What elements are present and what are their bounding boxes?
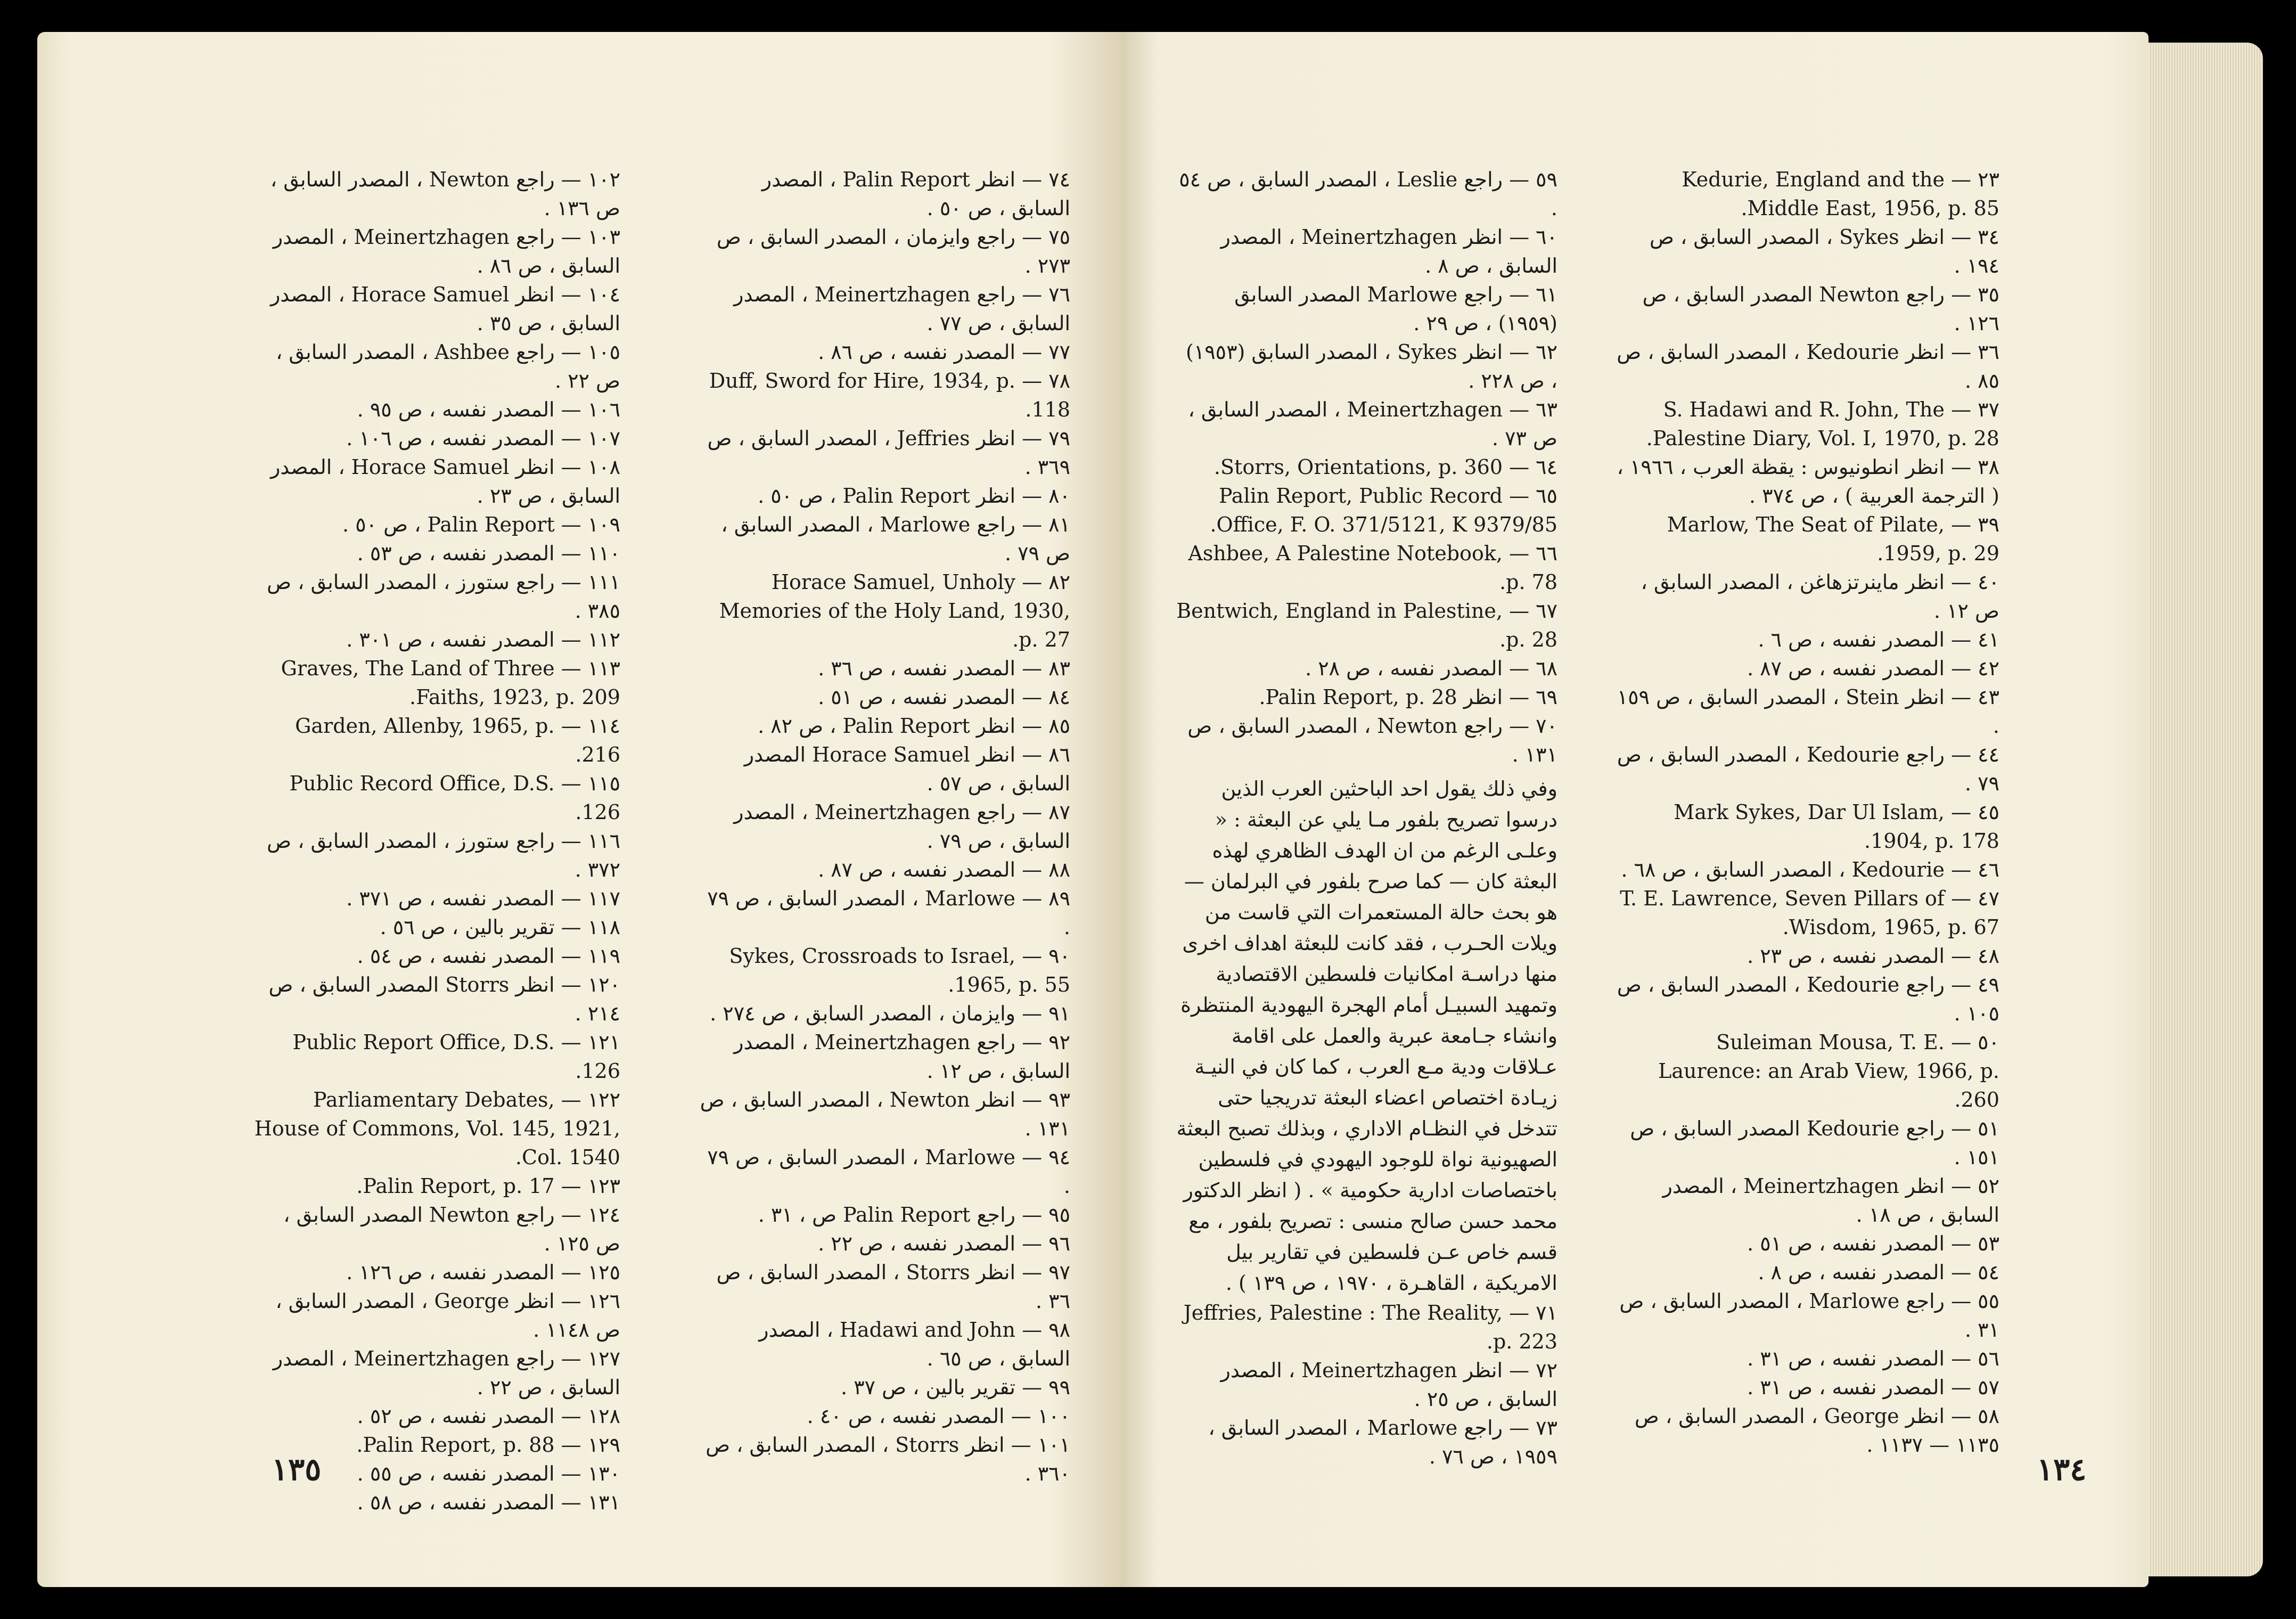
footnote-entry: ١٢٤ — راجع Newton المصدر السابق ، ص ١٢٥ .: [283, 1203, 620, 1255]
footnote-entry: ٩٨ — Hadawi and John ، المصدر السابق ، ص ٦٥ .: [759, 1318, 1070, 1370]
footnote-entry: ٥٠ — Suleiman Mousa, T. E. Laurence: an Arab View, 1966, p. 260.: [1658, 1031, 1999, 1111]
footnote-entry: ٨٨ — المصدر نفسه ، ص ٨٧ .: [818, 858, 1070, 881]
footnote-entry: ٥٧ — المصدر نفسه ، ص ٣١ .: [1747, 1376, 1999, 1399]
footnote-entry: ١٠٣ — راجع Meinertzhagen ، المصدر السابق ، ص ٨٦ .: [273, 225, 620, 277]
footnote-entry: ٩٦ — المصدر نفسه ، ص ٢٢ .: [818, 1232, 1070, 1255]
right-page-column-notes-59-73: [1174, 165, 1557, 1471]
footnote-entry: ٤١ — المصدر نفسه ، ص ٦ .: [1758, 628, 1999, 651]
footnote-entry: ٧٩ — انظر Jeffries ، المصدر السابق ، ص ٣٦٩ .: [707, 427, 1070, 479]
open-book: [32, 32, 2268, 1608]
page-edges: [2149, 43, 2263, 1576]
footnote-entry: ١٠١ — انظر Storrs ، المصدر السابق ، ص ٣٦٠ .: [706, 1433, 1070, 1485]
footnote-entry: ٧٠ — راجع Newton ، المصدر السابق ، ص ١٣١ .: [1187, 714, 1557, 766]
footnote-entry: ٥٣ — المصدر نفسه ، ص ٥١ .: [1747, 1232, 1999, 1255]
page-number: ١٣٥: [272, 1451, 322, 1487]
footnote-entry: ٩٧ — انظر Storrs ، المصدر السابق ، ص ٣٦ .: [716, 1261, 1070, 1313]
footnote-entry: ١٠٠ — المصدر نفسه ، ص ٤٠ .: [807, 1404, 1070, 1428]
footnote-entry: ١٠٤ — انظر Horace Samuel ، المصدر السابق ، ص ٣٥ .: [270, 283, 620, 335]
footnote-entry: ١١٥ — Public Record Office, D.S. 126.: [289, 772, 620, 824]
footnote-entry: ٧١ — Jeffries, Palestine : The Reality, p. 223.: [1183, 1301, 1557, 1353]
footnote-entry: ١٠٩ — Palin Report ، ص ٥٠ .: [342, 513, 620, 536]
footnote-entry: ٧٢ — انظر Meinertzhagen ، المصدر السابق ، ص ٢٥ .: [1220, 1359, 1557, 1411]
footnote-entry: ٣٩ — Marlow, The Seat of Pilate, 1959, p. 29.: [1667, 513, 1999, 565]
footnote-entry: ٧٨ — Duff, Sword for Hire, 1934, p. 118.: [709, 369, 1070, 421]
footnote-entry: ٥٨ — انظر George ، المصدر السابق ، ص ١١٣٥ — ١١٣٧ .: [1634, 1404, 1999, 1457]
footnote-entry: ٨٠ — انظر Palin Report ، ص ٥٠ .: [758, 484, 1070, 508]
footnote-entry: ١١٧ — المصدر نفسه ، ص ٣٧١ .: [346, 887, 620, 910]
footnote-entry: ٤٢ — المصدر نفسه ، ص ٨٧ .: [1747, 657, 1999, 680]
footnote-entry: ٤٠ — انظر ماينرتزهاغن ، المصدر السابق ، ص ١٢ .: [1641, 570, 1999, 623]
footnote-entry: ٥٦ — المصدر نفسه ، ص ٣١ .: [1747, 1347, 1999, 1370]
footnote-entry: ١١٦ — راجع ستورز ، المصدر السابق ، ص ٣٧٢ .: [267, 829, 620, 881]
footnote-entry: ١٢٥ — المصدر نفسه ، ص ١٢٦ .: [346, 1261, 620, 1284]
footnote-entry: ٣٨ — انظر انطونيوس : يقظة العرب ، ١٩٦٦ ، ( الترجمة العربية ) ، ص ٣٧٤ .: [1617, 455, 1999, 508]
footnote-entry: ٥٤ — المصدر نفسه ، ص ٨ .: [1758, 1261, 1999, 1284]
footnote-entry: ٩١ — وايزمان ، المصدر السابق ، ص ٢٧٤ .: [710, 1002, 1070, 1025]
footnote-entry: ٣٥ — راجع Newton المصدر السابق ، ص ١٢٦ .: [1642, 283, 1999, 335]
footnote-entry: ٤٧ — T. E. Lawrence, Seven Pillars of Wisdom, 1965, p. 67.: [1620, 887, 1999, 939]
footnote-entry: ١١٣ — Graves, The Land of Three Faiths, 1923, p. 209.: [281, 657, 620, 709]
right-page: [1121, 32, 2149, 1587]
footnote-entry: ١٣١ — المصدر نفسه ، ص ٥٨ .: [357, 1491, 620, 1514]
footnote-entry: ١٢٠ — انظر Storrs المصدر السابق ، ص ٢١٤ .: [268, 973, 620, 1025]
footnote-entry: ١٢٢ — Parliamentary Debates, House of Commons, Vol. 145, 1921, Col. 1540.: [254, 1088, 620, 1169]
footnote-entry: ١١٩ — المصدر نفسه ، ص ٥٤ .: [357, 944, 620, 968]
footnote-entry: ٢٣ — Kedurie, England and the Middle East, 1956, p. 85.: [1682, 168, 1999, 220]
footnote-entry: ١٢٣ — Palin Report, p. 17.: [356, 1174, 620, 1198]
quoted-paragraph: وفي ذلك يقول احد الباحثين العرب الذين درسوا تصريح بلفور مـا يلي عن البعثة : « وعلـى الرغم من ان الهدف الظاهري لهذه البعثة كان — كما صرح بلفور في البرلمان — هو بحث حالة المستعمرات التي قاست من ويلات الحـرب ، فقد كانت للبعثة اهداف اخرى منها دراسـة امكانيات فلسطين الاقتصادية وتمهيد السبيـل أمام الهجرة اليهودية المنتظرة وانشاء جـامعة عبرية والعمل على اقامة عـلاقات ودية مـع العرب ، كما كان في النيـة زيـادة اختصاص اعضاء البعثة تدريجيا حتى تتدخل في النظـام الاداري ، وبذلك تصبح البعثة الصهيونية نواة للوجود اليهودي في فلسطين باختصاصات ادارية حكومية » . ( انظر الدكتور محمد حسن صالح منسى : تصريح بلفور ، مع قسم خاص عـن فلسطين في تقارير بيل الامريكية ، القاهـرة ، ١٩٧٠ ، ص ١٣٩ ) .: [1176, 777, 1557, 1295]
left-page-column-notes-102-131: [253, 165, 620, 1517]
footnote-entry: ٨٢ — Horace Samuel, Unholy Memories of the Holy Land, 1930, p. 27.: [719, 570, 1070, 651]
footnote-entry: ١٢٨ — المصدر نفسه ، ص ٥٢ .: [357, 1404, 620, 1428]
footnote-entry: ٩٠ — Sykes, Crossroads to Israel, 1965, p. 55.: [729, 944, 1070, 996]
footnote-entry: ٨٥ — انظر Palin Report ، ص ٨٢ .: [758, 714, 1070, 738]
footnote-entry: ٩٤ — Marlowe ، المصدر السابق ، ص ٧٩ .: [707, 1146, 1070, 1198]
right-page-column-notes-23-58: [1616, 165, 1999, 1459]
footnote-entry: ٦٩ — انظر Palin Report, p. 28.: [1259, 685, 1557, 709]
footnote-entry: ١٠٧ — المصدر نفسه ، ص ١٠٦ .: [346, 427, 620, 450]
footnote-entry: ٦٨ — المصدر نفسه ، ص ٢٨ .: [1305, 657, 1557, 680]
footnote-entry: ٤٥ — Mark Sykes, Dar Ul Islam, 1904, p. 178.: [1674, 800, 1999, 853]
footnote-entry: ٤٣ — انظر Stein ، المصدر السابق ، ص ١٥٩ .: [1617, 685, 1999, 738]
footnote-entry: ١١٤ — Garden, Allenby, 1965, p. 216.: [295, 714, 620, 766]
footnote-entry: ٦١ — راجع Marlowe المصدر السابق (١٩٥٩) ، ص ٢٩ .: [1234, 283, 1557, 335]
left-page-column-notes-74-101: [698, 165, 1070, 1488]
footnote-entry: ٩٢ — راجع Meinertzhagen ، المصدر السابق ، ص ١٢ .: [734, 1031, 1070, 1083]
footnote-entry: ٥٥ — راجع Marlowe ، المصدر السابق ، ص ٣١ .: [1619, 1289, 1999, 1342]
footnote-entry: ٧٣ — راجع Marlowe ، المصدر السابق ، ١٩٥٩ ، ص ٧٦ .: [1208, 1416, 1557, 1468]
footnote-entry: ٤٤ — راجع Kedourie ، المصدر السابق ، ص ٧٩ .: [1617, 743, 1999, 795]
footnote-entry: ٨١ — راجع Marlowe ، المصدر السابق ، ص ٧٩ .: [721, 513, 1070, 565]
footnote-entry: ٦٠ — انظر Meinertzhagen ، المصدر السابق ، ص ٨ .: [1220, 225, 1557, 277]
footnote-entry: ٩٥ — راجع Palin Report ص ، ٣١ .: [758, 1203, 1070, 1226]
footnote-entry: ١١٨ — تقرير بالين ، ص ٥٦ .: [380, 915, 620, 939]
footnote-entry: ٩٩ — تقرير بالين ، ص ٣٧ .: [841, 1376, 1070, 1399]
footnote-entry: ٦٥ — Palin Report, Public Record Office, F. O. 371/5121, K 9379/85.: [1210, 484, 1557, 536]
footnote-entry: ٥١ — راجع Kedourie المصدر السابق ، ص ١٥١ .: [1630, 1117, 1999, 1169]
footnote-entry: ١٠٥ — راجع Ashbee ، المصدر السابق ، ص ٢٢ .: [276, 340, 620, 393]
footnote-entry: ١٢٩ — Palin Report, p. 88.: [356, 1433, 620, 1457]
footnote-entry: ٥٩ — راجع Leslie ، المصدر السابق ، ص ٥٤ .: [1179, 168, 1557, 220]
footnote-entry: ١٠٦ — المصدر نفسه ، ص ٩٥ .: [357, 398, 620, 421]
footnote-entry: ٧٧ — المصدر نفسه ، ص ٨٦ .: [818, 340, 1070, 364]
footnote-entry: ١٢١ — Public Report Office, D.S. 126.: [292, 1031, 620, 1083]
footnote-entry: ١١١ — راجع ستورز ، المصدر السابق ، ص ٣٨٥ .: [267, 570, 620, 623]
footnote-entry: ١٠٢ — راجع Newton ، المصدر السابق ، ص ١٣٦ .: [270, 168, 620, 220]
footnote-entry: ٨٤ — المصدر نفسه ، ص ٥١ .: [818, 685, 1070, 709]
footnote-entry: ٧٥ — راجع وايزمان ، المصدر السابق ، ص ٢٧٣ .: [716, 225, 1070, 277]
footnote-entry: ١١٢ — المصدر نفسه ، ص ٣٠١ .: [346, 628, 620, 651]
footnote-entry: ٦٦ — Ashbee, A Palestine Notebook, p. 78.: [1188, 542, 1557, 594]
footnote-entry: ١٢٦ — انظر George ، المصدر السابق ، ص ١١٤٨ .: [275, 1289, 620, 1342]
footnote-entry: ٦٧ — Bentwich, England in Palestine, p. 28.: [1176, 599, 1557, 651]
footnote-entry: ٤٩ — راجع Kedourie ، المصدر السابق ، ص ١٠٥ .: [1617, 973, 1999, 1025]
footnote-entry: ٤٨ — المصدر نفسه ، ص ٢٣ .: [1747, 944, 1999, 968]
footnote-entry: ٨٧ — راجع Meinertzhagen ، المصدر السابق ، ص ٧٩ .: [734, 800, 1070, 853]
footnote-entry: ٨٦ — انظر Horace Samuel المصدر السابق ، ص ٥٧ .: [744, 743, 1070, 795]
footnote-entry: ٨٩ — Marlowe ، المصدر السابق ، ص ٧٩ .: [707, 887, 1070, 939]
footnote-entry: ٥٢ — انظر Meinertzhagen ، المصدر السابق ، ص ١٨ .: [1662, 1174, 1999, 1226]
footnote-entry: ١١٠ — المصدر نفسه ، ص ٥٣ .: [357, 542, 620, 565]
page-number: ١٣٤: [2037, 1451, 2087, 1487]
footnote-entry: ٩٣ — انظر Newton ، المصدر السابق ، ص ١٣١ .: [700, 1088, 1070, 1140]
footnote-entry: ٧٦ — راجع Meinertzhagen ، المصدر السابق ، ص ٧٧ .: [734, 283, 1070, 335]
footnote-entry: ٣٤ — انظر Sykes ، المصدر السابق ، ص ١٩٤ .: [1650, 225, 1999, 277]
footnote-entry: ١٠٨ — انظر Horace Samuel ، المصدر السابق ، ص ٢٣ .: [270, 455, 620, 508]
footnote-entry: ٣٧ — S. Hadawi and R. John, The Palestine Diary, Vol. I, 1970, p. 28.: [1646, 398, 1999, 450]
footnote-entry: ٧٤ — انظر Palin Report ، المصدر السابق ، ص ٥٠ .: [761, 168, 1070, 220]
footnote-entry: ٤٦ — Kedourie ، المصدر السابق ، ص ٦٨ .: [1621, 858, 1999, 881]
footnote-entry: ١٢٧ — راجع Meinertzhagen ، المصدر السابق ، ص ٢٢ .: [273, 1347, 620, 1399]
left-page: [37, 32, 1121, 1587]
footnote-entry: ١٣٠ — المصدر نفسه ، ص ٥٥ .: [357, 1462, 620, 1485]
footnote-entry: ٦٤ — Storrs, Orientations, p. 360.: [1213, 455, 1557, 479]
footnote-entry: ٨٣ — المصدر نفسه ، ص ٣٦ .: [818, 657, 1070, 680]
footnote-entry: ٦٢ — انظر Sykes ، المصدر السابق (١٩٥٣) ، ص ٢٢٨ .: [1186, 340, 1557, 393]
footnote-entry: ٦٣ — Meinertzhagen ، المصدر السابق ، ص ٧٣ .: [1188, 398, 1557, 450]
footnote-entry: ٣٦ — انظر Kedourie ، المصدر السابق ، ص ٨٥ .: [1617, 340, 1999, 393]
